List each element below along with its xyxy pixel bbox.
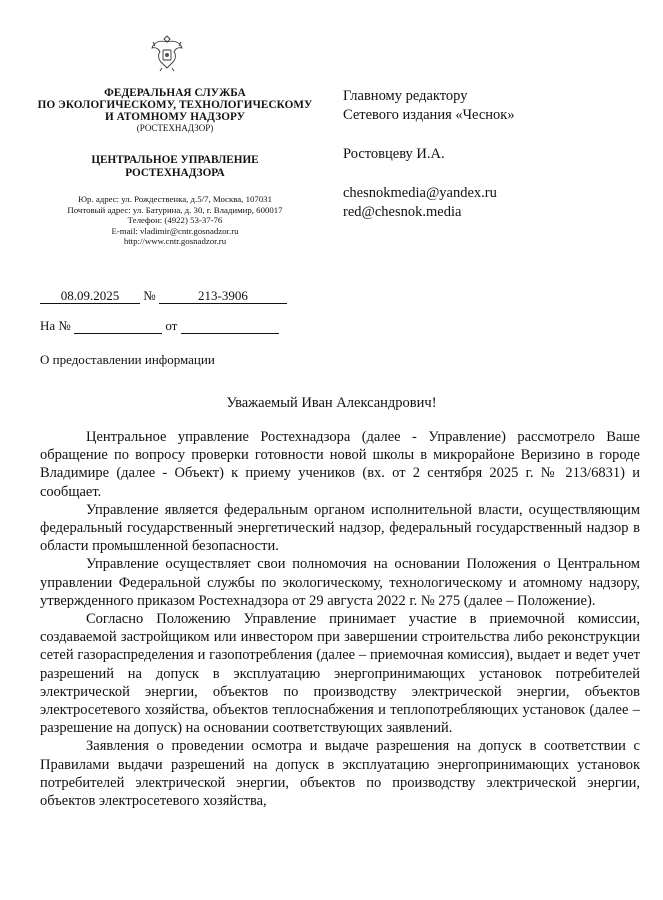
reference-number-blank	[74, 319, 162, 334]
reference-date-blank	[181, 319, 279, 334]
organization-name	[20, 87, 330, 134]
registration-date: 08.09.2025	[40, 289, 140, 304]
number-label: №	[143, 288, 156, 303]
contact-block	[20, 194, 330, 247]
recipient-email-1: chesnokmedia@yandex.ru	[343, 185, 497, 201]
org-line-2: ПО ЭКОЛОГИЧЕСКОМУ, ТЕХНОЛОГИЧЕСКОМУ	[37, 99, 313, 111]
recipient-block	[343, 87, 643, 222]
recipient-title-1: Главному редактору	[343, 88, 468, 104]
registration-number: 213-3906	[159, 289, 287, 304]
org-abbreviation: (РОСТЕХНАДЗОР)	[136, 123, 214, 133]
dept-line-1: ЦЕНТРАЛЬНОЕ УПРАВЛЕНИЕ	[91, 154, 259, 166]
postal-address: Почтовый адрес: ул. Батурина, д. 30, г. Владимир, 600017	[67, 204, 283, 215]
recipient-title-2: Сетевого издания «Чеснок»	[343, 107, 515, 123]
paragraph: Управление является федеральным органом исполнительной власти, осуществляющим федеральный государственный энергетический надзор, федеральный государственный надзор в области промышленной безопасности.	[40, 501, 640, 555]
dept-line-2: РОСТЕХНАДЗОРА	[125, 166, 225, 179]
org-line-3: И АТОМНОМУ НАДЗОРУ	[104, 111, 246, 123]
letter-subject: О предоставлении информации	[40, 352, 215, 367]
legal-address: Юр. адрес: ул. Рождественка, д.5/7, Москва, 107031	[78, 194, 272, 204]
paragraph: Заявления о проведении осмотра и выдаче разрешения на допуск в соответствии с Правилами выдачи разрешений на допуск в эксплуатацию энергопринимающих установок потребителей электрической энергии, объектов по производству электрической энергии, объектов электросетевого хозяйства,	[40, 738, 640, 810]
paragraph: Согласно Положению Управление принимает участие в приемочной комиссии, создаваемой застройщиком или инвестором при завершении строительства либо реконструкции сетей газораспределения и газопотребления (далее – приемочная комиссия), выдает и ведет учет разрешений на допуск в эксплуатацию энергопринимающих установок потребителей электрической энергии, объектов по производству электрической энергии, объектов электросетевого хозяйства, объектов теплоснабжения и теплопотребляющих установок (далее – разрешение на допуск) на основании соответствующих заявлений.	[40, 611, 640, 737]
department-name	[20, 154, 330, 179]
salutation: Уважаемый Иван Александрович!	[226, 395, 437, 411]
registration-line	[40, 288, 287, 304]
coat-of-arms-emblem	[150, 32, 184, 72]
recipient-name: Ростовцеву И.А.	[343, 146, 445, 162]
org-line-1: ФЕДЕРАЛЬНАЯ СЛУЖБА	[104, 87, 246, 99]
reference-label: На №	[40, 318, 71, 333]
reference-line	[40, 318, 279, 334]
phone: Телефон: (4922) 53-37-76	[127, 215, 223, 225]
website: http://www.cntr.gosnadzor.ru	[123, 236, 227, 246]
email: E-mail: vladimir@cntr.gosnadzor.ru	[111, 225, 239, 236]
paragraph: Управление осуществляет свои полномочия на основании Положения о Центральном управлении Федеральной службы по экологическому, технологическому и атомному надзору, утвержденного приказом Ростехнадзора от 29 августа 2022 г. № 275 (далее – Положение).	[40, 556, 640, 609]
reference-from-label: от	[165, 318, 178, 333]
recipient-email-2: red@chesnok.media	[343, 204, 462, 220]
letter-body	[40, 428, 640, 810]
paragraph: Центральное управление Ростехнадзора (далее - Управление) рассмотрело Ваше обращение по вопросу проверки готовности новой школы в микрорайоне Веризино в городе Владимире (далее - Объект) к приему учеников (вх. от 2 сентября 2025 г. № 213/6831) и сообщает.	[40, 429, 640, 500]
